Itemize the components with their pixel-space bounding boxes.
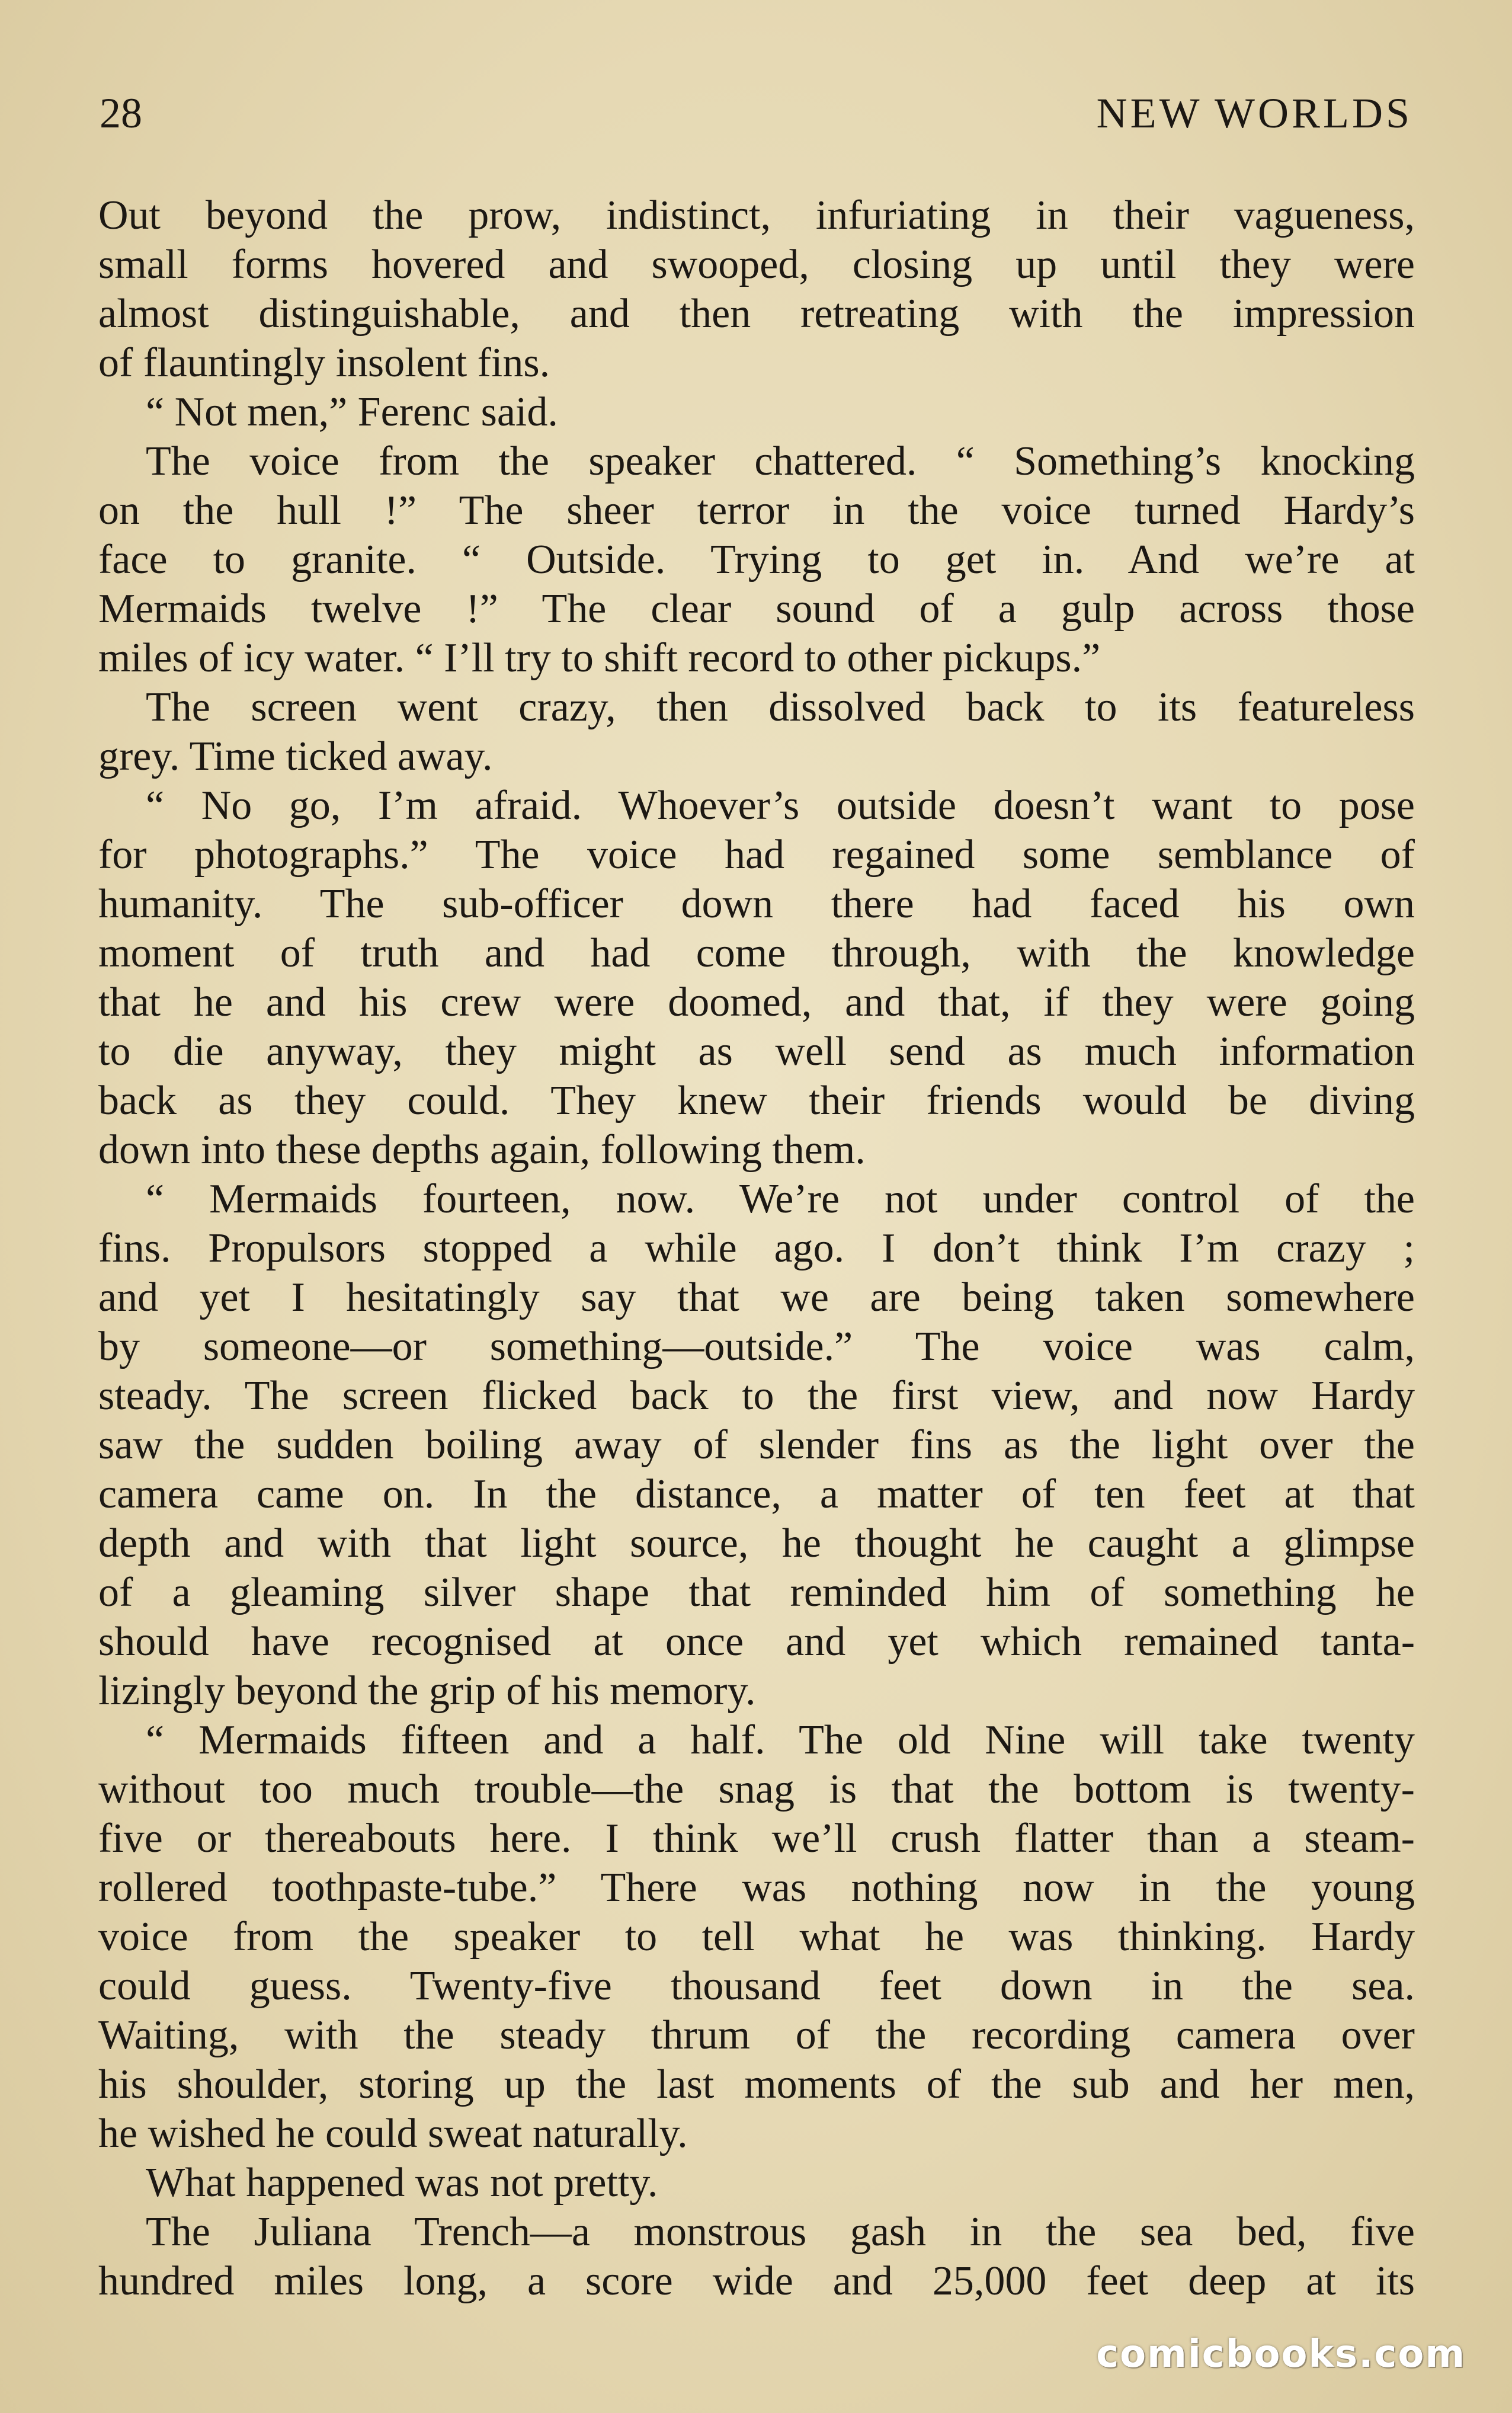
body-text <box>98 191 1415 2306</box>
page-header <box>100 89 1412 154</box>
text-line: almost distinguishable, and then retreating with the impression <box>98 291 1415 337</box>
text-line: that he and his crew were doomed, and that, if they were going <box>98 980 1415 1025</box>
text-line: face to granite. “ Outside. Trying to get in. And we’re at <box>98 537 1415 583</box>
text-line: “ Not men,” Ferenc said. <box>146 389 558 435</box>
text-line: “ Mermaids fourteen, now. We’re not under control of the <box>146 1176 1415 1222</box>
text-line: of flauntingly insolent fins. <box>98 340 550 386</box>
text-line: Waiting, with the steady thrum of the recording camera over <box>98 2012 1415 2058</box>
text-line: voice from the speaker to tell what he was thinking. Hardy <box>98 1914 1415 1960</box>
text-line: without too much trouble—the snag is that the bottom is twenty- <box>98 1766 1415 1812</box>
text-line: on the hull !” The sheer terror in the voice turned Hardy’s <box>98 488 1415 533</box>
text-line: The Juliana Trench—a monstrous gash in the sea bed, five <box>146 2209 1415 2255</box>
text-line: he wished he could sweat naturally. <box>98 2111 688 2156</box>
text-line: What happened was not pretty. <box>146 2160 658 2206</box>
text-line: rollered toothpaste-tube.” There was nothing now in the young <box>98 1865 1415 1910</box>
text-line: small forms hovered and swooped, closing up until they were <box>98 242 1415 287</box>
text-line: his shoulder, storing up the last moments of the sub and her men, <box>98 2062 1415 2107</box>
text-line: hundred miles long, a score wide and 25,000 feet deep at its <box>98 2258 1415 2304</box>
watermark: comicbooks.com <box>1096 2332 1466 2376</box>
text-line: The voice from the speaker chattered. “ Something’s knocking <box>146 439 1415 484</box>
text-line: and yet I hesitatingly say that we are being taken somewhere <box>98 1275 1415 1320</box>
text-line: of a gleaming silver shape that reminded him of something he <box>98 1570 1415 1615</box>
text-line: humanity. The sub-officer down there had faced his own <box>98 881 1415 927</box>
text-line: Mermaids twelve !” The clear sound of a gulp across those <box>98 586 1415 632</box>
text-line: fins. Propulsors stopped a while ago. I don’t think I’m crazy ; <box>98 1225 1415 1271</box>
text-line: “ Mermaids fifteen and a half. The old Nine will take twenty <box>146 1717 1415 1763</box>
text-line: The screen went crazy, then dissolved back to its featureless <box>146 684 1415 730</box>
running-head: NEW WORLDS <box>1096 89 1412 137</box>
text-line: for photographs.” The voice had regained some semblance of <box>98 832 1415 878</box>
text-line: should have recognised at once and yet which remained tanta- <box>98 1619 1415 1665</box>
text-line: miles of icy water. “ I’ll try to shift record to other pickups.” <box>98 635 1101 681</box>
text-line: by someone—or something—outside.” The voice was calm, <box>98 1324 1415 1369</box>
text-line: moment of truth and had come through, with the knowledge <box>98 930 1415 976</box>
text-line: down into these depths again, following them. <box>98 1127 866 1173</box>
text-line: depth and with that light source, he thought he caught a glimpse <box>98 1521 1415 1566</box>
text-line: camera came on. In the distance, a matter of ten feet at that <box>98 1471 1415 1517</box>
text-line: could guess. Twenty-five thousand feet down in the sea. <box>98 1963 1415 2009</box>
text-line: grey. Time ticked away. <box>98 734 493 779</box>
text-line: back as they could. They knew their friends would be diving <box>98 1078 1415 1124</box>
text-line: lizingly beyond the grip of his memory. <box>98 1668 756 1714</box>
text-line: Out beyond the prow, indistinct, infuriating in their vagueness, <box>98 193 1415 238</box>
text-line: to die anyway, they might as well send as much information <box>98 1029 1415 1074</box>
text-line: five or thereabouts here. I think we’ll crush flatter than a steam- <box>98 1816 1415 1861</box>
text-line: saw the sudden boiling away of slender fins as the light over the <box>98 1422 1415 1468</box>
text-line: “ No go, I’m afraid. Whoever’s outside doesn’t want to pose <box>146 783 1415 828</box>
page-number: 28 <box>100 89 142 137</box>
text-line: steady. The screen flicked back to the first view, and now Hardy <box>98 1373 1415 1419</box>
